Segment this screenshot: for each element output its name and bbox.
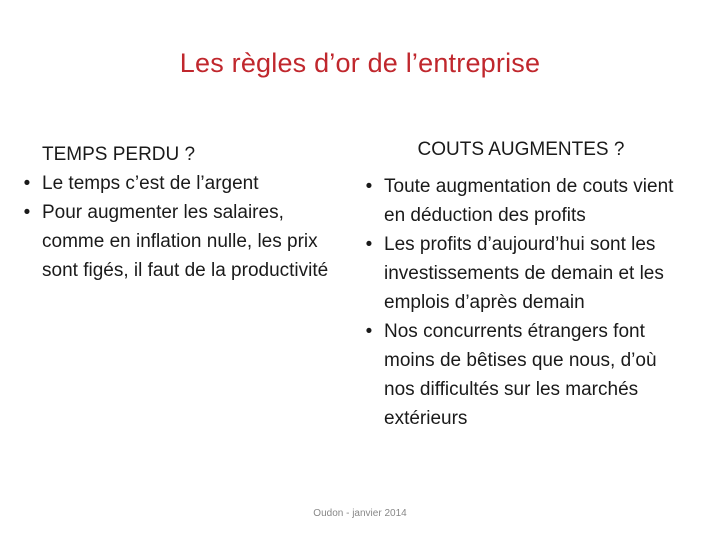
slide-footer: Oudon - janvier 2014 bbox=[313, 508, 407, 519]
right-heading: COUTS AUGMENTES ? bbox=[417, 139, 625, 160]
bullet-icon: • bbox=[365, 321, 373, 342]
list-item bbox=[20, 198, 340, 285]
list-item bbox=[362, 317, 680, 433]
right-column bbox=[362, 135, 680, 433]
bullet-icon: • bbox=[365, 176, 373, 197]
slide-title: Les règles d’or de l’entreprise bbox=[179, 48, 541, 78]
list-item bbox=[362, 172, 680, 230]
left-heading: TEMPS PERDU ? bbox=[42, 144, 196, 165]
left-bullet-list bbox=[20, 169, 340, 285]
bullet-icon: • bbox=[365, 234, 373, 255]
bullet-text: Pour augmenter les salaires, comme en inflation nulle, les prix sont figés, il faut de la productivité bbox=[42, 202, 329, 281]
bullet-text: Nos concurrents étrangers font moins de bêtises que nous, d’où nos difficultés sur les marchés extérieurs bbox=[384, 321, 657, 429]
left-column bbox=[20, 140, 340, 285]
right-bullet-list bbox=[362, 172, 680, 433]
bullet-icon: • bbox=[23, 202, 31, 223]
bullet-text: Les profits d’aujourd’hui sont les investissements de demain et les emplois d’après demain bbox=[384, 234, 664, 313]
bullet-text: Le temps c’est de l’argent bbox=[42, 173, 259, 194]
bullet-icon: • bbox=[23, 173, 31, 194]
bullet-text: Toute augmentation de couts vient en déduction des profits bbox=[384, 176, 674, 226]
list-item bbox=[20, 169, 340, 198]
list-item bbox=[362, 230, 680, 317]
